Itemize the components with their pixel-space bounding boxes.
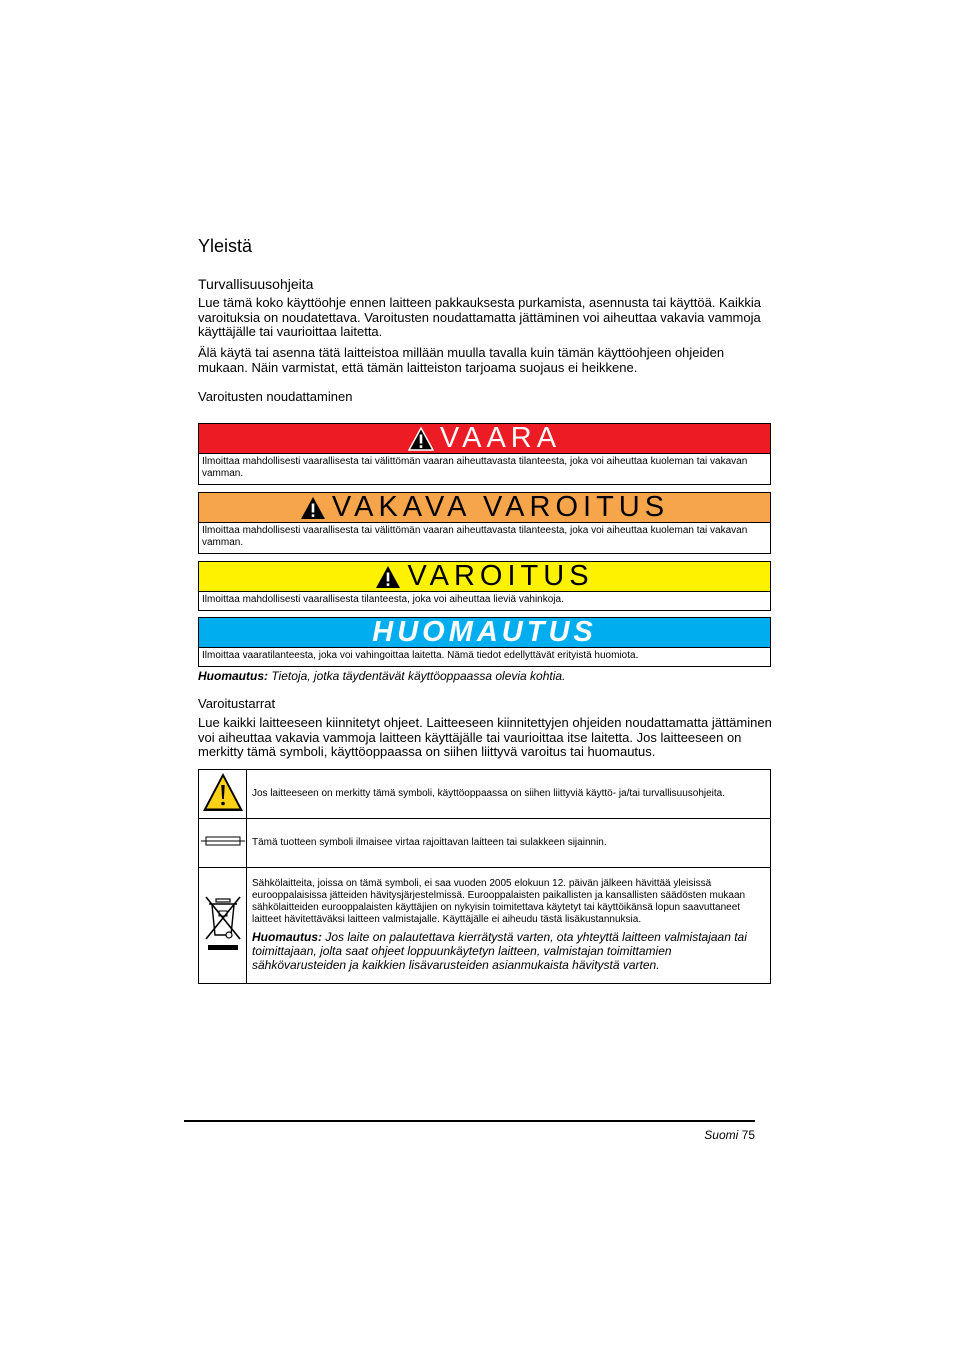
weee-description xyxy=(247,868,771,984)
labels-section-title: Varoitustarrat xyxy=(198,696,276,711)
serious-warning-label: VAKAVA VAROITUS xyxy=(331,491,670,523)
symbol-cell xyxy=(199,770,247,819)
notice-banner xyxy=(199,618,770,648)
section-heading: Yleistä xyxy=(198,236,253,256)
symbols-table xyxy=(198,769,771,984)
symbol-description: Jos laitteeseen on merkitty tämä symboli, käyttöoppaassa on siihen liittyviä käyttö- ja/tai turvallisuusohjeita. xyxy=(247,770,771,819)
table-row xyxy=(199,819,771,868)
safety-paragraph-1: Lue tämä koko käyttöohje ennen laitteen pakkauksesta purkamista, asennusta tai käyttöä. Kaikkia varoituksia on noudatettava. Varoitusten noudattamatta jättäminen voi aiheuttaa vakavia vammoja käyttäjälle tai vaurioittaa laitetta. xyxy=(198,295,761,339)
note-label: Huomautus: xyxy=(198,669,268,683)
page-footer xyxy=(704,1128,755,1142)
table-row xyxy=(199,770,771,819)
weee-text: Sähkölaitteita, joissa on tämä symboli, ei saa vuoden 2005 elokuun 12. päivän jälkeen hävittää yleisissä eurooppalaisissa jätteiden hävitysjärjestelmissä. Eurooppalaisten paikallisten ja kansallisten säädösten mukaan sähkölaitteiden eurooppalaisten käyttäjien on nykyisin toimitettava käytetyt tai käyttöikänsä lopun saavuttaneet laitteet hävitettäväksi laitteen valmistajalle. Käyttäjälle ei aiheudu tästä lisäkustannuksia. xyxy=(252,877,746,925)
labels-paragraph: Lue kaikki laitteeseen kiinnitetyt ohjeet. Laitteeseen kiinnitettyjen ohjeiden noudattamatta jättäminen voi aiheuttaa vakavia vammoja laitteen käyttäjälle tai vaurioittaa itse laitetta. Jos laitteeseen on merkitty tämä symboli, käyttöoppaassa on siihen liittyvä varoitus tai huomautus. xyxy=(198,715,772,759)
table-row xyxy=(199,868,771,984)
danger-text: Ilmoittaa mahdollisesti vaarallisesta tai välittömän vaaran aiheuttavasta tilanteesta, joka voi aiheuttaa kuoleman tai vakavan vamman. xyxy=(202,456,748,479)
serious-warning-box xyxy=(198,492,771,554)
symbol-cell xyxy=(199,819,247,868)
danger-label: VAARA xyxy=(439,422,562,454)
weee-note-text: Jos laite on palautettava kierrätystä varten, ota yhteyttä laitteen valmistajaan tai toimittajaan, jolta saat ohjeet loppuunkäytetyn laitteen, valmistajan toimittamien sähkövarusteiden ja kaikkien lisävarusteiden asianmukaista hävitystä varten. xyxy=(252,929,747,972)
footer-language: Suomi xyxy=(704,1128,739,1142)
symbol-cell xyxy=(199,868,247,984)
safety-paragraph-2: Älä käytä tai asenna tätä laitteistoa millään muulla tavalla kuin tämän käyttöohjeen ohjeiden mukaan. Näin varmistat, että tämän laitteiston tarjoama suojaus ei heikkene. xyxy=(198,345,725,375)
crossed-bin-icon xyxy=(201,893,245,955)
warnings-section-title: Varoitusten noudattaminen xyxy=(198,389,353,404)
fuse-icon xyxy=(200,834,246,848)
warning-box xyxy=(198,561,771,611)
warning-banner xyxy=(199,562,770,592)
footer-divider xyxy=(184,1120,755,1122)
serious-warning-banner xyxy=(199,493,770,523)
warning-triangle-icon xyxy=(300,496,326,520)
page-number: 75 xyxy=(741,1128,755,1142)
note-text: Tietoja, jotka täydentävät käyttöoppaassa olevia kohtia. xyxy=(268,669,566,683)
serious-warning-text: Ilmoittaa mahdollisesti vaarallisesta tai välittömän vaaran aiheuttavasta tilanteesta, joka voi aiheuttaa kuoleman tai vakavan vamman. xyxy=(202,525,748,548)
note xyxy=(198,669,565,683)
notice-label: HUOMAUTUS xyxy=(372,616,597,648)
warning-triangle-icon xyxy=(375,565,401,589)
warning-triangle-icon xyxy=(201,771,245,813)
notice-text: Ilmoittaa vaaratilanteesta, joka voi vahingoittaa laitetta. Nämä tiedot edellyttävät erityistä huomiota. xyxy=(202,650,639,661)
warning-triangle-icon xyxy=(408,427,434,451)
warning-label: VAROITUS xyxy=(407,560,594,592)
symbol-description: Tämä tuotteen symboli ilmaisee virtaa rajoittavan laitteen tai sulakkeen sijainnin. xyxy=(247,819,771,868)
safety-title: Turvallisuusohjeita xyxy=(198,276,314,292)
danger-box xyxy=(198,423,771,485)
notice-box xyxy=(198,617,771,667)
weee-note-label: Huomautus: xyxy=(252,929,322,944)
weee-note xyxy=(252,930,764,972)
danger-banner xyxy=(199,424,770,454)
warning-text: Ilmoittaa mahdollisesti vaarallisesta tilanteesta, joka voi aiheuttaa lieviä vahinkoja. xyxy=(202,594,564,605)
